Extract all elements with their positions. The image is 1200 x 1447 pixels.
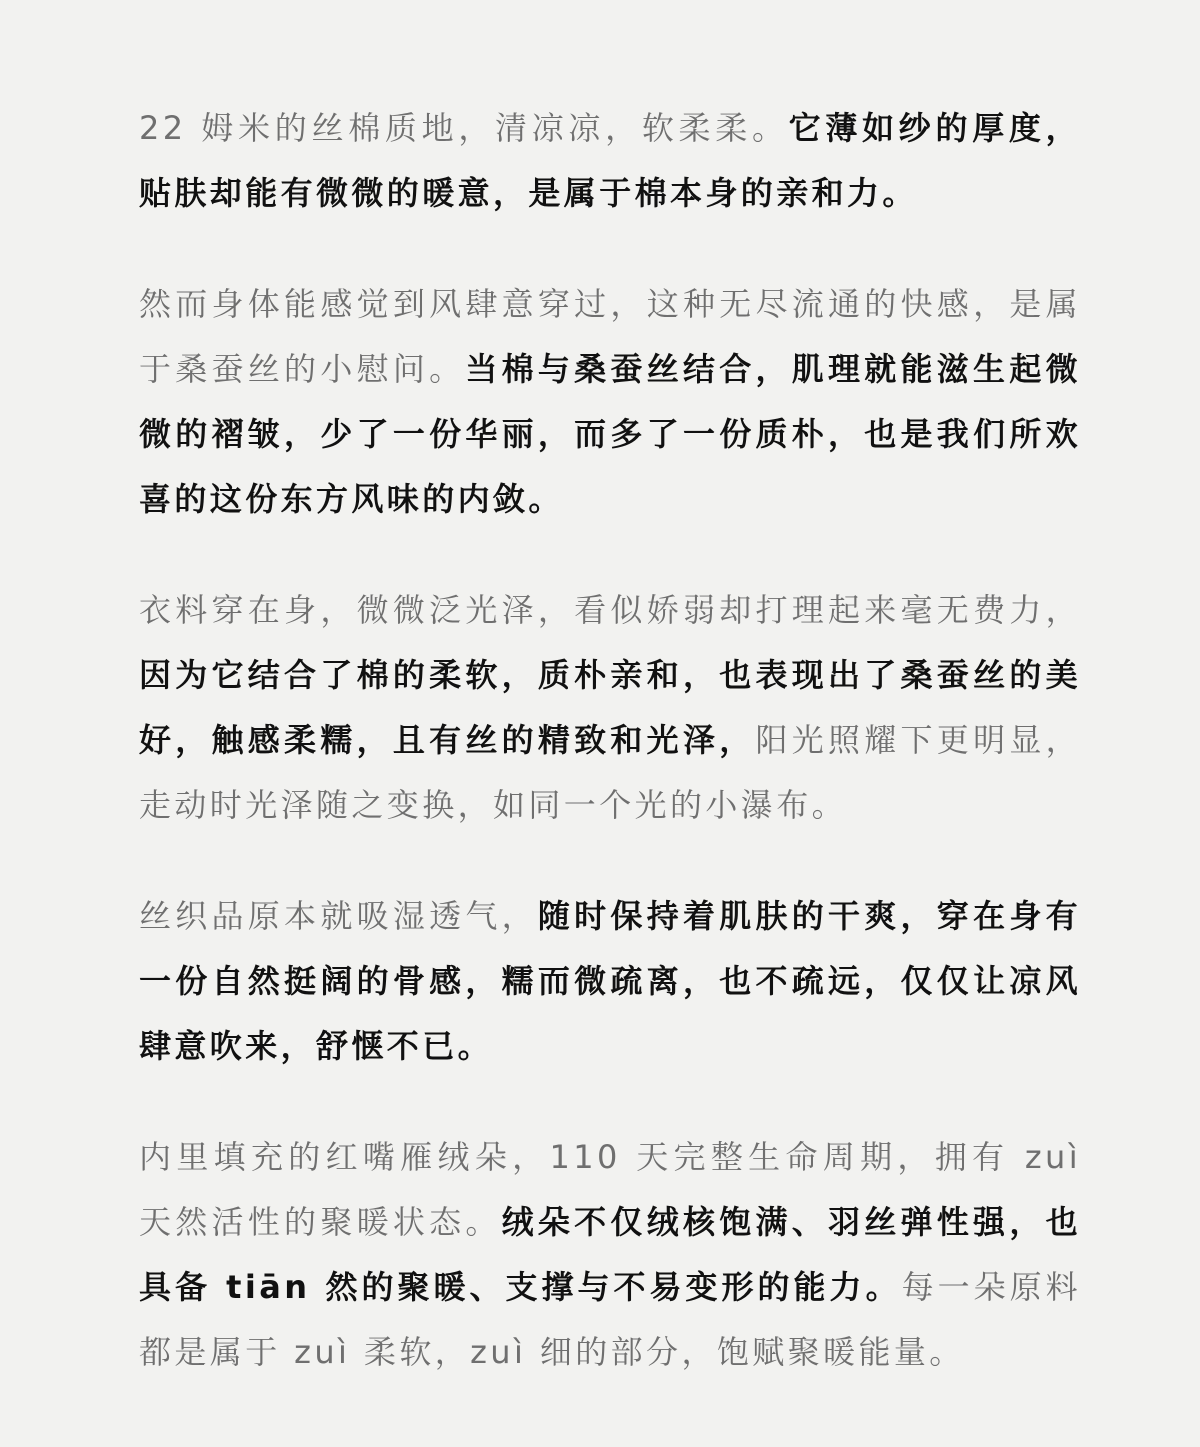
paragraph-3-bold-text: 因为它结合了棉的柔软，质朴亲和，也表现出了桑蚕丝的美好，触感柔糯，且有丝的精致和光泽， bbox=[139, 656, 1081, 759]
paragraph-1 bbox=[139, 96, 1081, 226]
paragraph-2 bbox=[139, 272, 1081, 532]
paragraph-4-bold-text: 随时保持着肌肤的干爽，穿在身有一份自然挺阔的骨感，糯而微疏离，也不疏远，仅仅让凉风肆意吹来，舒惬不已。 bbox=[139, 897, 1081, 1065]
paragraph-2-light-text: 然而身体能感觉到风肆意穿过，这种无尽流通的快感，是属于桑蚕丝的小慰问。 bbox=[139, 285, 1081, 388]
paragraph-1-bold-text: 它薄如纱的厚度，贴肤却能有微微的暖意，是属于棉本身的亲和力。 bbox=[139, 109, 1082, 212]
paragraph-5-light-text-2: 每一朵原料都是属于 zuì 柔软，zuì 细的部分，饱赋聚暖能量。 bbox=[139, 1268, 1081, 1371]
paragraph-3-light-text-2: 阳光照耀下更明显，走动时光泽随之变换，如同一个光的小瀑布。 bbox=[139, 721, 1081, 824]
article-body bbox=[139, 96, 1081, 1385]
paragraph-5 bbox=[139, 1125, 1081, 1385]
paragraph-4-light-text: 丝织品原本就吸湿透气， bbox=[139, 897, 538, 935]
paragraph-3-light-text-1: 衣料穿在身，微微泛光泽，看似娇弱却打理起来毫无费力， bbox=[139, 591, 1081, 629]
paragraph-5-bold-text: 绒朵不仅绒核饱满、羽丝弹性强，也具备 tiān 然的聚暖、支撑与不易变形的能力。 bbox=[139, 1203, 1081, 1306]
paragraph-5-light-text-1: 内里填充的红嘴雁绒朵，110 天完整生命周期，拥有 zuì 天然活性的聚暖状态。 bbox=[139, 1138, 1081, 1241]
paragraph-2-bold-text: 当棉与桑蚕丝结合，肌理就能滋生起微微的褶皱，少了一份华丽，而多了一份质朴，也是我们所欢喜的这份东方风味的内敛。 bbox=[139, 350, 1081, 518]
paragraph-3 bbox=[139, 578, 1081, 838]
paragraph-1-light-text: 22 姆米的丝棉质地，清凉凉，软柔柔。 bbox=[139, 109, 789, 147]
paragraph-4 bbox=[139, 884, 1081, 1079]
